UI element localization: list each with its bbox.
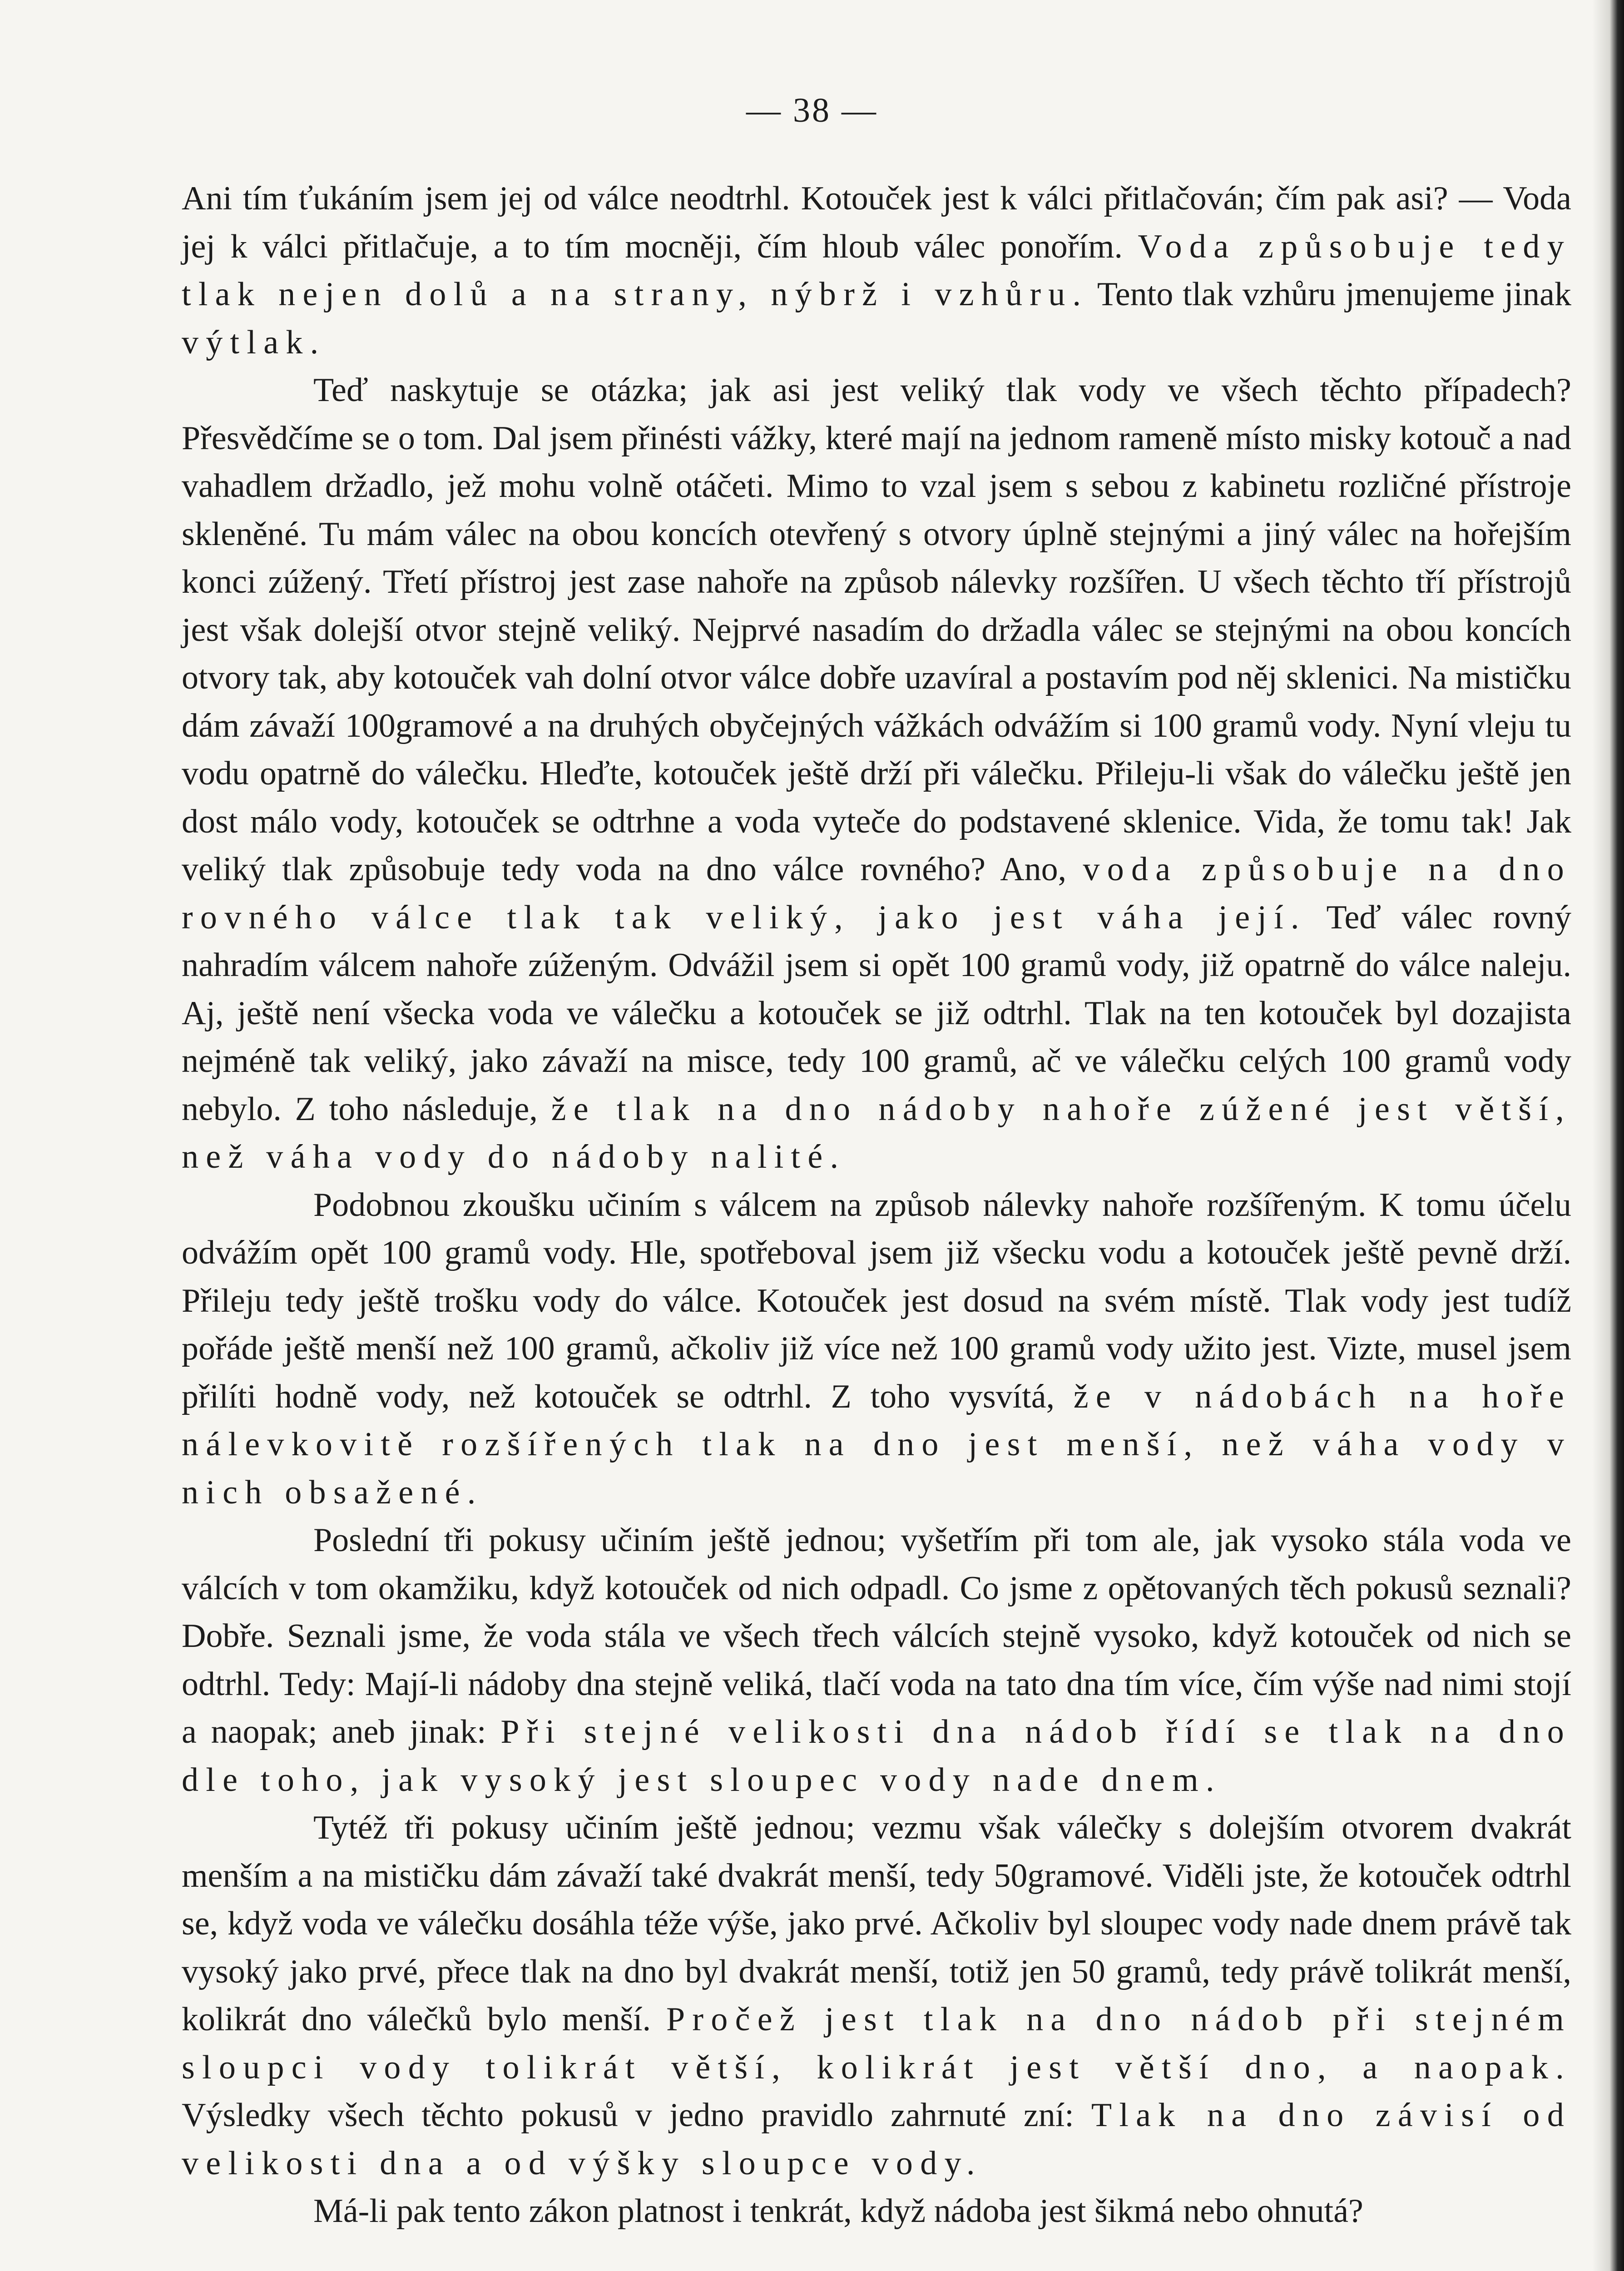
page-edge-shadow: [1592, 0, 1624, 2271]
spaced-emphasis: výtlak: [182, 323, 310, 361]
body-text: [182, 175, 1571, 2236]
text-run: Tento tlak vzhůru jmenujeme jinak: [1088, 276, 1571, 313]
paragraph: [182, 367, 1571, 1181]
text-run: Ani tím ťukáním jsem jej od válce neodtrhl. Kotouček jest k válci přitlačován; čím pak asi? — Voda jej k válci přitlačuje, a to tím mocněji, čím hloub válec ponořím.: [182, 180, 1571, 265]
text-run: Podobnou zkoušku učiním s válcem na způsob nálevky nahoře rozšířeným. K tomu účelu odvážím opět 100 gramů vody. Hle, spotřeboval jsem již všecku vodu a kotouček ještě pevně drží. Přileju tedy ještě trošku vody do válce. Kotouček jest dosud na svém místě. Tlak vody jest tudíž pořáde ještě menší než 100 gramů, ačkoliv již více než 100 gramů vody užito jest. Vizte, musel jsem přilíti hodně vody, než kotouček se odtrhl. Z toho vysvítá,: [182, 1186, 1571, 1415]
text-run: Poslední tři pokusy učiním ještě jednou; vyšetřím při tom ale, jak vysoko stála voda ve válcích v tom okamžiku, když kotouček od nich odpadl. Co jsme z opětovaných těch pokusů seznali? Dobře. Seznali jsme, že voda stála ve všech třech válcích stejně vysoko, když kotouček od nich se odtrhl. Tedy: Mají-li nádoby dna stejně veliká, tlačí voda na tato dna tím více, čím výše nad nimi stojí a naopak; aneb jinak:: [182, 1522, 1571, 1750]
spaced-emphasis: Při stejné velikosti dna nádob řídí se tlak na dno dle toho, jak vysoký jest sloupec vody nade dnem.: [182, 1713, 1572, 1799]
spaced-emphasis: Pročež jest tlak na dno nádob při stejném sloupci vody tolikrát větší, kolikrát jest větší dno, a naopak.: [182, 2001, 1571, 2086]
text-run: Má-li pak tento zákon platnost i tenkrát, když nádoba jest šikmá nebo ohnutá?: [313, 2192, 1363, 2230]
text-run: Teď válec rovný nahradím válcem nahoře zúženým. Odvážil jsem si opět 100 gramů vody, již opatrně do válce naleju. Aj, ještě není všecka voda ve válečku a kotouček se již odtrhl. Tlak na ten kotouček byl dozajista nejméně tak veliký, jako závaží na misce, tedy 100 gramů, ač ve válečku celých 100 gramů vody nebylo. Z toho následuje,: [182, 898, 1571, 1128]
text-run: Výsledky všech těchto pokusů v jedno pravidlo zahrnuté zní:: [182, 2097, 1091, 2134]
spaced-emphasis: že v nádobách na hoře nálevkovitě rozšířených tlak na dno jest menší, než váha vody v nich obsažené.: [182, 1378, 1571, 1511]
spaced-emphasis: Tlak na dno závisí od velikosti dna a od výšky sloupce vody.: [182, 2097, 1571, 2182]
spaced-emphasis: že tlak na dno nádoby nahoře zúžené jest větší, než váha vody do nádoby nalité.: [182, 1090, 1571, 1175]
paragraph: [182, 175, 1571, 367]
paragraph: [182, 1517, 1571, 1804]
paragraph: [182, 2187, 1571, 2236]
text-run: Tytéž tři pokusy učiním ještě jednou; vezmu však válečky s dolejším otvorem dvakrát menším a na mističku dám závaží také dvakrát menší, tedy 50gramové. Viděli jste, že kotouček odtrhl se, když voda ve válečku dosáhla téže výše, jako prvé. Ačkoliv byl sloupec vody nade dnem právě tak vysoký jako prvé, přece tlak na dno byl dvakrát menší, totiž jen 50 gramů, tedy právě tolikrát menší, kolikrát dno válečků bylo menší.: [182, 1809, 1571, 2038]
text-run: Teď naskytuje se otázka; jak asi jest veliký tlak vody ve všech těchto případech? Přesvědčíme se o tom. Dal jsem přinésti vážky, které mají na jednom rameně místo misky kotouč a nad vahadlem držadlo, jež mohu volně otáčeti. Mimo to vzal jsem s sebou z kabinetu rozličné přístroje skleněné. Tu mám válec na obou koncích otevřený s otvory úplně stejnými a jiný válec na hořejším konci zúžený. Třetí přístroj jest zase nahoře na způsob nálevky rozšířen. U všech těchto tří přístrojů jest však dolejší otvor stejně veliký. Nejprvé nasadím do držadla válec se stejnými na obou koncích otvory tak, aby kotouček vah dolní otvor válce dobře uzavíral a postavím pod něj sklenici. Na mističku dám závaží 100gramové a na druhých obyčejných vážkách odvážím si 100 gramů vody. Nyní vleju tu vodu opatrně do válečku. Hleďte, kotouček ještě drží při válečku. Přileju-li však do válečku ještě jen dost málo vody, kotouček se odtrhne a voda vyteče do podstavené sklenice. Vida, že tomu tak! Jak veliký tlak způsobuje tedy voda na dno válce rovného? Ano,: [182, 372, 1571, 888]
paragraph: [182, 1181, 1571, 1517]
text-run: .: [310, 323, 319, 361]
spaced-emphasis: Voda způsobuje tedy tlak nejen dolů a na strany, nýbrž i vzhůru.: [182, 228, 1571, 313]
spaced-emphasis: voda způsobuje na dno rovného válce tlak tak veliký, jako jest váha její.: [182, 851, 1571, 936]
paragraph: [182, 1804, 1571, 2187]
page-number: — 38 —: [746, 91, 878, 129]
